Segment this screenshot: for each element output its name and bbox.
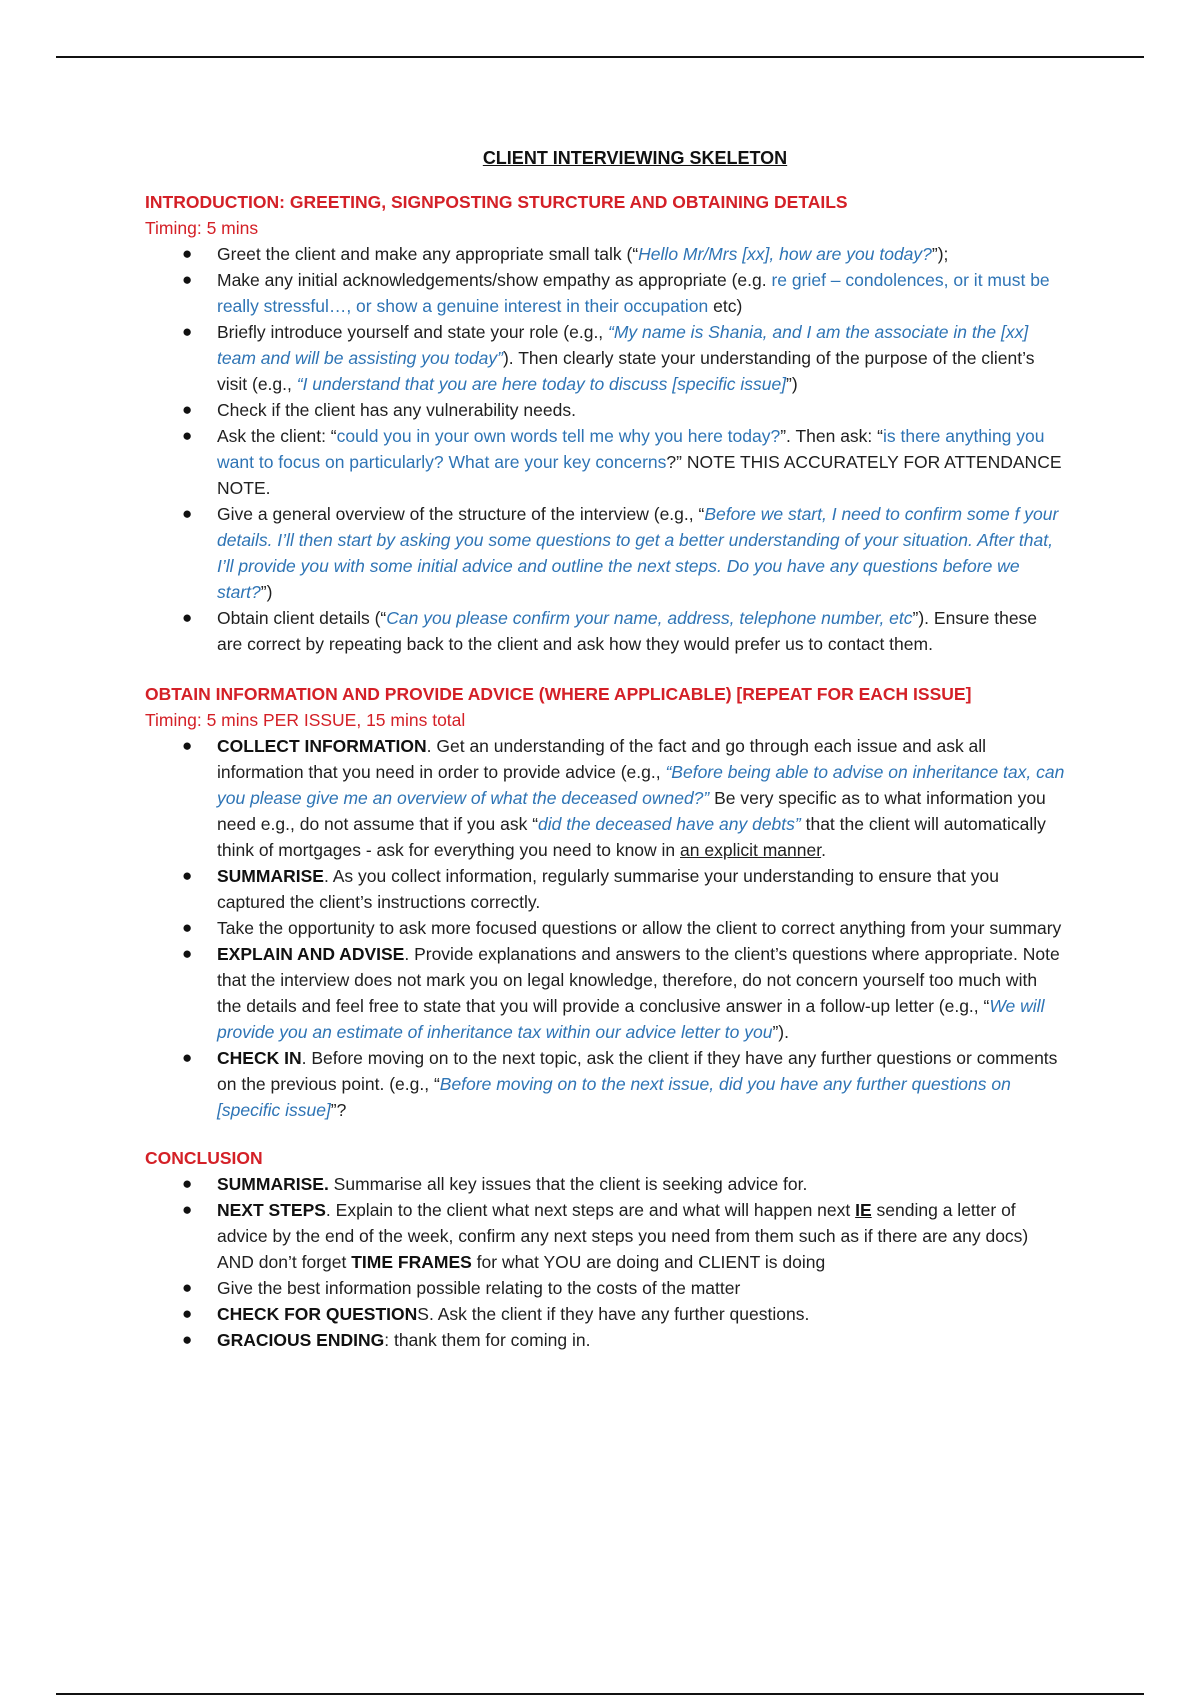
bullet-list — [145, 733, 1065, 1123]
section-conclusion — [145, 1145, 1065, 1353]
list-item: ● Give the best information possible relating to the costs of the matter — [145, 1275, 1065, 1301]
bullet-icon: ● — [182, 1174, 193, 1193]
bullet-icon: ● — [182, 504, 193, 523]
bullet-icon: ● — [182, 1048, 193, 1067]
bullet-icon: ● — [182, 608, 193, 627]
bullet-icon: ● — [182, 1278, 193, 1297]
bullet-icon: ● — [182, 1200, 193, 1219]
list-item: ● EXPLAIN AND ADVISE. Provide explanations and answers to the client’s questions where appropriate. Note that the interview does not mark you on legal knowledge, therefore, do not concern yourself too much with the details and feel free to state that you will provide a conclusive answer in a follow-up letter (e.g., “We will provide you an estimate of inheritance tax within our advice letter to you”). — [145, 941, 1065, 1045]
bullet-icon: ● — [182, 1304, 193, 1323]
list-item: ● GRACIOUS ENDING: thank them for coming in. — [145, 1327, 1065, 1353]
list-item: ● Make any initial acknowledgements/show empathy as appropriate (e.g. re grief – condolences, or it must be really stressful…, or show a genuine interest in their occupation etc) — [145, 267, 1065, 319]
bullet-icon: ● — [182, 426, 193, 445]
bullet-icon: ● — [182, 270, 193, 289]
bottom-rule — [56, 1693, 1144, 1695]
list-item: ● SUMMARISE. Summarise all key issues that the client is seeking advice for. — [145, 1171, 1065, 1197]
bullet-icon: ● — [182, 944, 193, 963]
bullet-icon: ● — [182, 322, 193, 341]
bullet-list — [145, 1171, 1065, 1353]
list-item: ● Ask the client: “could you in your own words tell me why you here today?”. Then ask: “is there anything you want to focus on particularly? What are your key concerns?” NOTE THIS ACCURATELY FOR ATTENDANCE NOTE. — [145, 423, 1065, 501]
bullet-icon: ● — [182, 1330, 193, 1349]
bullet-icon: ● — [182, 244, 193, 263]
bullet-icon: ● — [182, 400, 193, 419]
section-heading: CONCLUSION — [145, 1148, 263, 1168]
section-introduction — [145, 189, 1065, 657]
list-item: ● COLLECT INFORMATION. Get an understanding of the fact and go through each issue and ask all information that you need in order to provide advice (e.g., “Before being able to advise on inheritance tax, can you please give me an overview of what the deceased owned?” Be very specific as to what information you need e.g., do not assume that if you ask “did the deceased have any debts” that the client will automatically think of mortgages - ask for everything you need to know in an explicit manner. — [145, 733, 1065, 863]
list-item: ● NEXT STEPS. Explain to the client what next steps are and what will happen next IE sending a letter of advice by the end of the week, confirm any next steps you need from them such as if there are any docs) AND don’t forget TIME FRAMES for what YOU are doing and CLIENT is doing — [145, 1197, 1065, 1275]
list-item: ● Give a general overview of the structure of the interview (e.g., “Before we start, I need to confirm some f your details. I’ll then start by asking you some questions to get a better understanding of your situation. After that, I’ll provide you with some initial advice and outline the next steps. Do you have any questions before we start?”) — [145, 501, 1065, 605]
section-heading: INTRODUCTION: GREETING, SIGNPOSTING STURCTURE AND OBTAINING DETAILS — [145, 192, 848, 212]
bullet-icon: ● — [182, 736, 193, 755]
list-item: ● SUMMARISE. As you collect information, regularly summarise your understanding to ensure that you captured the client’s instructions correctly. — [145, 863, 1065, 915]
bullet-list — [145, 241, 1065, 657]
document-title: CLIENT INTERVIEWING SKELETON — [482, 148, 788, 168]
list-item: ● CHECK IN. Before moving on to the next topic, ask the client if they have any further questions or comments on the previous point. (e.g., “Before moving on to the next issue, did you have any further questions on [specific issue]”? — [145, 1045, 1065, 1123]
list-item: ● CHECK FOR QUESTIONS. Ask the client if they have any further questions. — [145, 1301, 1065, 1327]
document-body — [145, 140, 1065, 1353]
section-timing: Timing: 5 mins — [145, 218, 259, 238]
top-rule — [56, 56, 1144, 58]
section-heading: OBTAIN INFORMATION AND PROVIDE ADVICE (WHERE APPLICABLE) [REPEAT FOR EACH ISSUE] — [145, 684, 972, 704]
list-item: ● Take the opportunity to ask more focused questions or allow the client to correct anything from your summary — [145, 915, 1065, 941]
bullet-icon: ● — [182, 866, 193, 885]
bullet-icon: ● — [182, 918, 193, 937]
section-timing: Timing: 5 mins PER ISSUE, 15 mins total — [145, 710, 466, 730]
list-item: ● Obtain client details (“Can you please confirm your name, address, telephone number, etc”). Ensure these are correct by repeating back to the client and ask how they would prefer us to contact them. — [145, 605, 1065, 657]
list-item: ● Greet the client and make any appropriate small talk (“Hello Mr/Mrs [xx], how are you today?”); — [145, 241, 1065, 267]
list-item: ● Briefly introduce yourself and state your role (e.g., “My name is Shania, and I am the associate in the [xx] team and will be assisting you today”). Then clearly state your understanding of the purpose of the client’s visit (e.g., “I understand that you are here today to discuss [specific issue]”) — [145, 319, 1065, 397]
list-item: ● Check if the client has any vulnerability needs. — [145, 397, 1065, 423]
section-obtain-information — [145, 681, 1065, 1123]
